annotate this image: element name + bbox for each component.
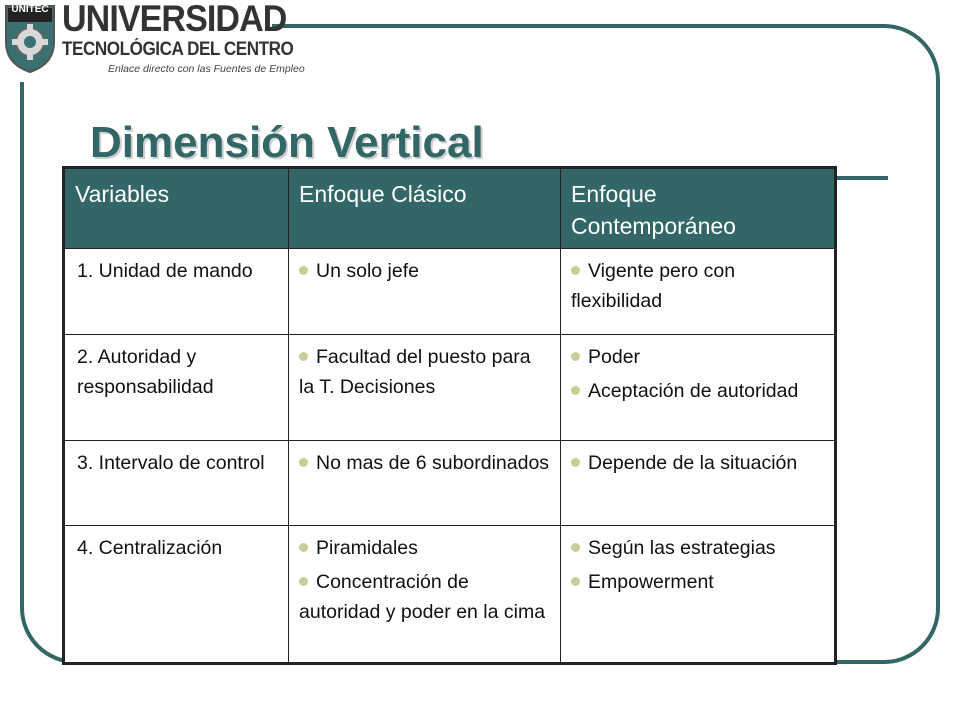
- header-enfoque-clasico: Enfoque Clásico: [289, 168, 561, 249]
- bullet-text: No mas de 6 subordinados: [316, 452, 550, 474]
- table-row: [64, 526, 836, 664]
- bullet-item: [571, 376, 824, 406]
- logo-badge-text: UNITEC: [11, 4, 49, 15]
- accent-line: [832, 176, 888, 180]
- contemporaneo-cell: [561, 335, 836, 441]
- bullet-item: [299, 567, 550, 627]
- bullet-text: Aceptación de autoridad: [588, 380, 799, 402]
- bullet-item: [571, 567, 824, 597]
- slide-title: Dimensión Vertical: [90, 118, 484, 167]
- table-row: [64, 335, 836, 441]
- clasico-cell: [289, 526, 561, 664]
- bullet-dot-icon: [571, 386, 580, 395]
- bullet-item: [299, 533, 550, 563]
- bullet-dot-icon: [571, 352, 580, 361]
- logo-title: UNIVERSIDAD: [62, 0, 287, 39]
- bullet-text: Concentración de autoridad y poder en la cima: [299, 571, 546, 623]
- variable-cell: 2. Autoridad y responsabilidad: [64, 335, 289, 441]
- variable-cell: 4. Centralización: [64, 526, 289, 664]
- bullet-dot-icon: [299, 577, 308, 586]
- clasico-cell: [289, 441, 561, 526]
- bullet-dot-icon: [571, 458, 580, 467]
- university-logo: [0, 0, 305, 82]
- bullet-item: [571, 342, 824, 372]
- bullet-item: [571, 448, 824, 478]
- header-variables: Variables: [64, 168, 289, 249]
- bullet-dot-icon: [571, 577, 580, 586]
- bullet-item: [571, 256, 824, 316]
- bullet-text: Un solo jefe: [316, 260, 419, 282]
- bullet-text: Poder: [588, 346, 641, 368]
- bullet-item: [299, 256, 550, 286]
- bullet-item: [299, 342, 550, 402]
- bullet-item: [299, 448, 550, 478]
- clasico-cell: [289, 249, 561, 335]
- contemporaneo-cell: [561, 526, 836, 664]
- bullet-text: Depende de la situación: [588, 452, 798, 474]
- logo-tagline: Enlace directo con las Fuentes de Empleo: [108, 63, 305, 75]
- bullet-item: [571, 533, 824, 563]
- bullet-dot-icon: [299, 266, 308, 275]
- bullet-text: Según las estrategias: [588, 537, 776, 559]
- bullet-dot-icon: [299, 352, 308, 361]
- variable-cell: 1. Unidad de mando: [64, 249, 289, 335]
- bullet-dot-icon: [571, 266, 580, 275]
- bullet-text: Empowerment: [588, 571, 714, 593]
- comparison-table: [62, 166, 837, 665]
- bullet-text: Facultad del puesto para la T. Decisiones: [299, 346, 531, 398]
- contemporaneo-cell: [561, 249, 836, 335]
- table-row: [64, 249, 836, 335]
- contemporaneo-cell: [561, 441, 836, 526]
- clasico-cell: [289, 335, 561, 441]
- bullet-text: Vigente pero con flexibilidad: [571, 260, 736, 312]
- table-header-row: [64, 168, 836, 249]
- bullet-dot-icon: [299, 543, 308, 552]
- bullet-dot-icon: [571, 543, 580, 552]
- header-enfoque-contemporaneo: Enfoque Contemporáneo: [561, 168, 836, 249]
- bullet-text: Piramidales: [316, 537, 418, 559]
- bullet-dot-icon: [299, 458, 308, 467]
- table-row: [64, 441, 836, 526]
- logo-subtitle: TECNOLÓGICA DEL CENTRO: [62, 39, 294, 60]
- variable-cell: 3. Intervalo de control: [64, 441, 289, 526]
